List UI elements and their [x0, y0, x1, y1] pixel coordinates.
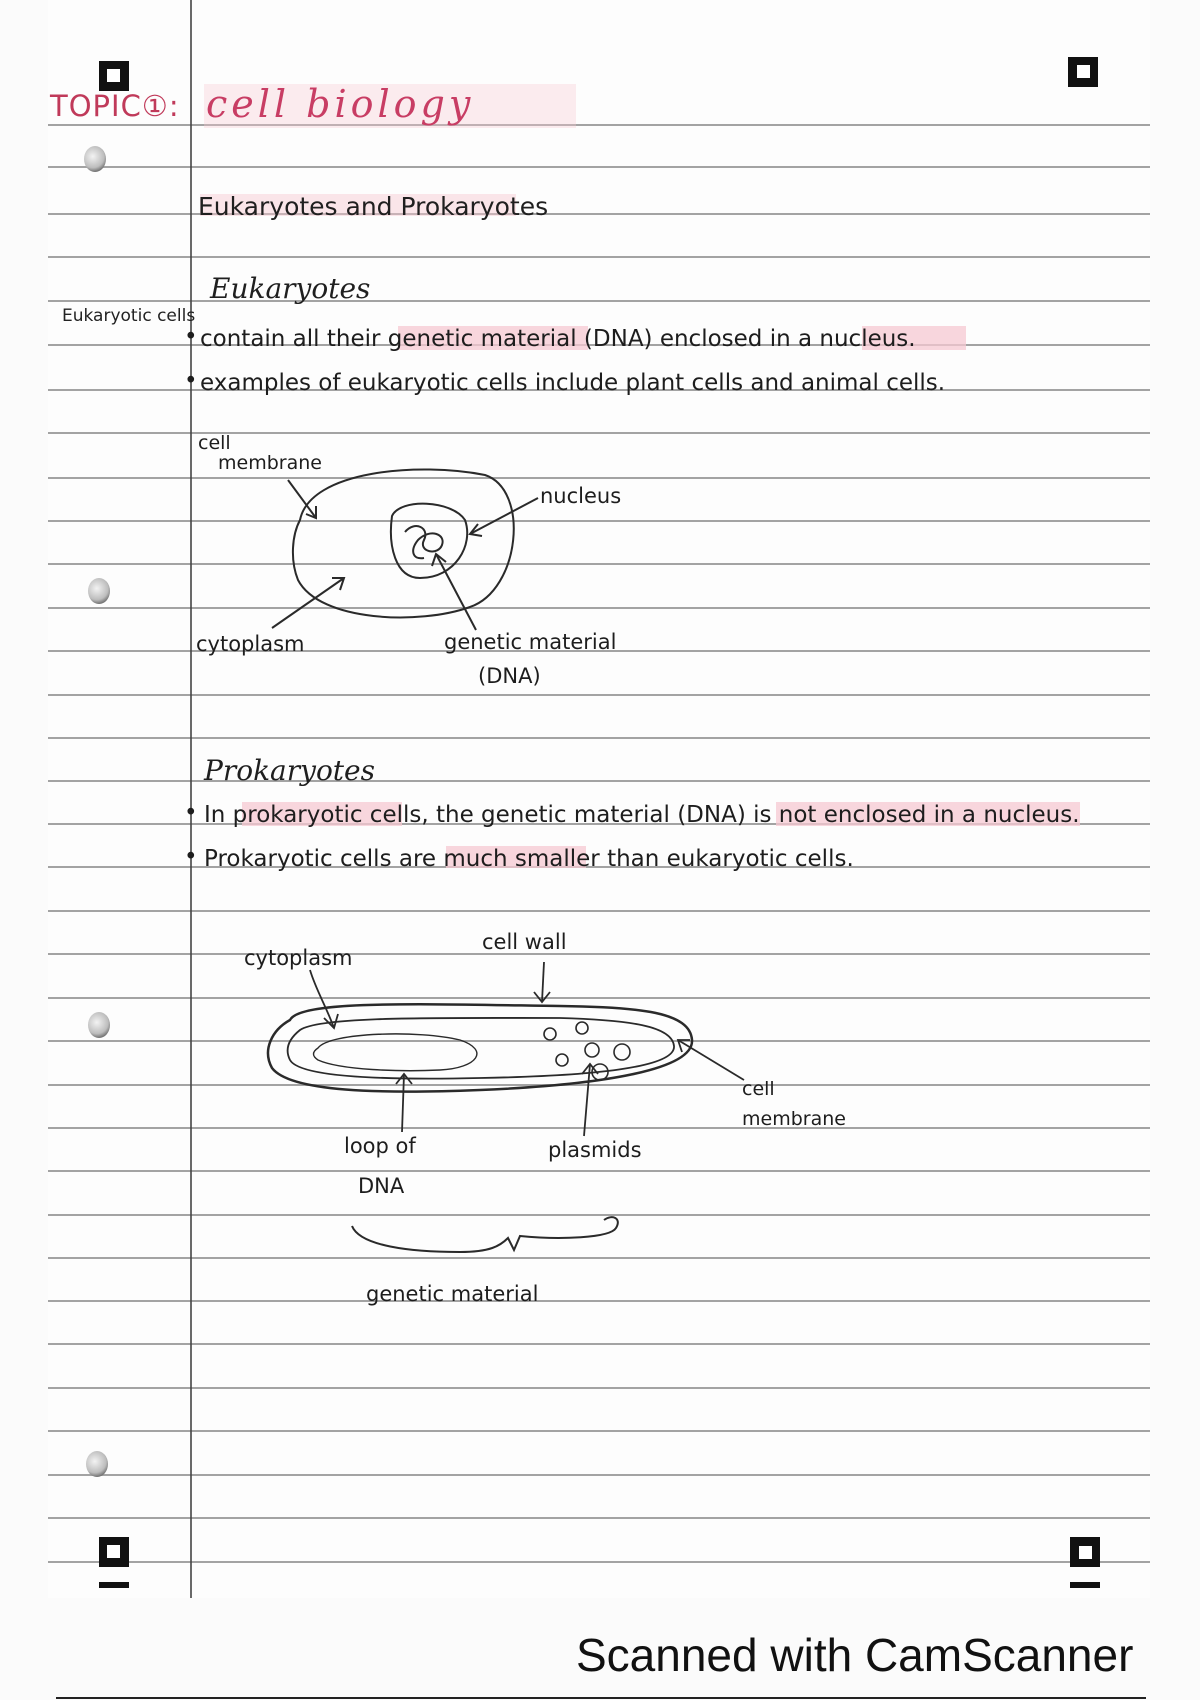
euk-arrow-cytoplasm [272, 578, 344, 628]
bullet-dot: • [184, 368, 198, 394]
bullet-dot: • [184, 800, 198, 826]
pro-label-plasmids: plasmids [548, 1138, 642, 1162]
plasmid-circle [576, 1022, 588, 1034]
euk-cell-outline [293, 469, 514, 617]
plasmid-circle [585, 1043, 599, 1057]
pro-label-cell: cell [742, 1078, 775, 1100]
pro-arrow-plasmids [584, 1064, 590, 1136]
euk-label-cell: cell [198, 432, 231, 454]
pro-cell-membrane [288, 1018, 674, 1079]
euk-label-cytoplasm: cytoplasm [196, 632, 305, 656]
pro-arrow-cytoplasm [310, 970, 334, 1028]
euk-label-dna: (DNA) [478, 664, 541, 688]
prokaryotes-bullet-2: Prokaryotic cells are much smaller than eukaryotic cells. [204, 846, 854, 872]
eukaryotic-cell-drawing [272, 469, 538, 630]
prokaryotes-subheading: Prokaryotes [204, 754, 375, 787]
pro-label-cytoplasm: cytoplasm [244, 946, 353, 970]
pro-label-dna: DNA [358, 1174, 405, 1198]
euk-nucleus-outline [391, 504, 467, 578]
eukaryotes-bullet-1: contain all their genetic material (DNA) enclosed in a nucleus. [200, 326, 916, 352]
euk-label-membrane: membrane [218, 452, 322, 474]
plasmid-circle [556, 1054, 568, 1066]
bullet-dot: • [184, 844, 198, 870]
plasmid-circle [614, 1044, 630, 1060]
pro-label-membrane: membrane [742, 1108, 846, 1130]
margin-note: Eukaryotic cells [62, 306, 196, 326]
genetic-material-brace [352, 1217, 618, 1252]
euk-label-nucleus: nucleus [540, 484, 622, 508]
page-title: cell biology [206, 82, 475, 126]
bullet-dot: • [184, 324, 198, 350]
prokaryotes-bullet-1: In prokaryotic cells, the genetic material (DNA) is not enclosed in a nucleus. [204, 802, 1080, 828]
eukaryotes-bullet-2: examples of eukaryotic cells include plant cells and animal cells. [200, 370, 946, 396]
pro-arrow-wall [542, 962, 544, 1002]
pro-label-cell-wall: cell wall [482, 930, 567, 954]
plasmid-circle [544, 1028, 556, 1040]
pro-arrow-membrane [678, 1040, 744, 1080]
eukaryotes-subheading: Eukaryotes [210, 272, 371, 305]
euk-label-genetic-material: genetic material [444, 630, 617, 654]
prokaryotic-cell-drawing [268, 962, 744, 1252]
footer-divider [56, 1697, 1146, 1699]
euk-arrow-nucleus [470, 498, 538, 534]
pro-label-genetic-material: genetic material [366, 1282, 539, 1306]
pro-arrow-dna-loop [402, 1074, 404, 1132]
pro-label-loop-of: loop of [344, 1134, 416, 1158]
section-heading: Eukaryotes and Prokaryotes [198, 192, 549, 221]
euk-arrow-dna [436, 554, 476, 630]
topic-label: TOPIC①: [50, 89, 180, 123]
pro-dna-loop [314, 1034, 477, 1071]
euk-dna-squiggle [405, 526, 443, 558]
scanner-watermark: Scanned with CamScanner [576, 1629, 1134, 1681]
